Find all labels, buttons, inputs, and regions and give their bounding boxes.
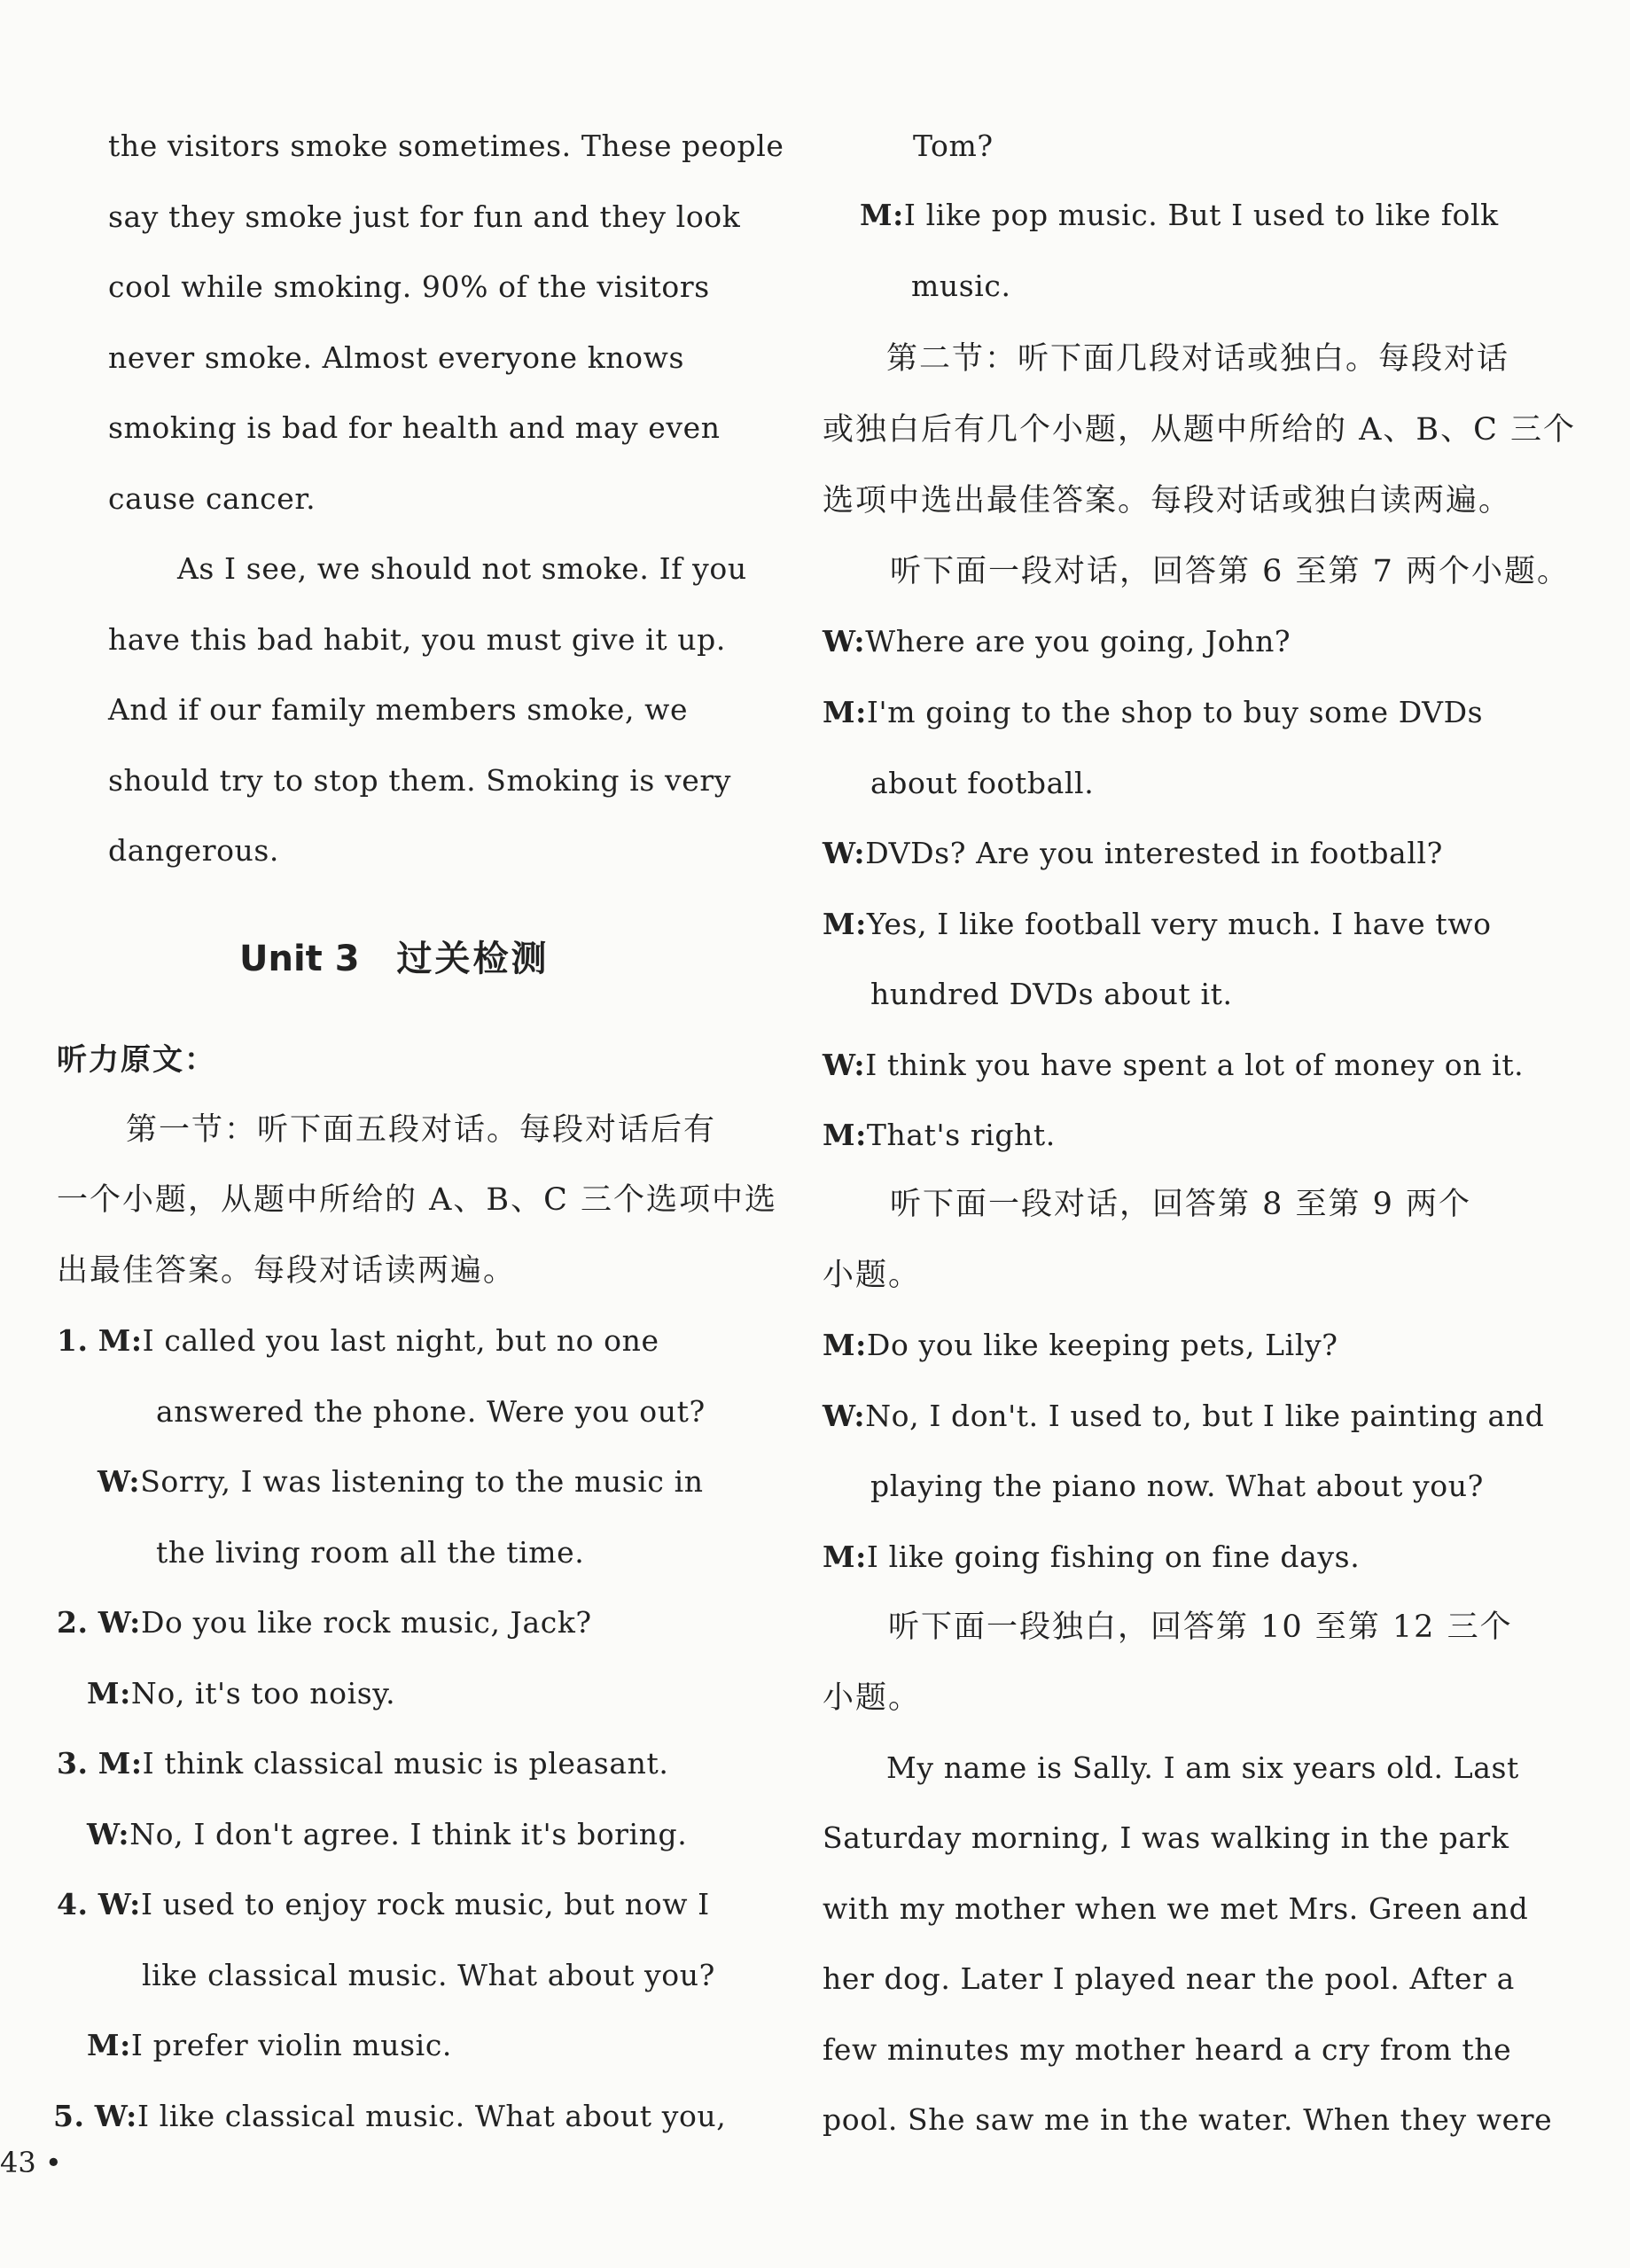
monologue-text: with my mother when we met Mrs. Green and — [823, 1891, 1529, 1926]
passage-line — [108, 410, 741, 446]
dialogue-line — [823, 1118, 1056, 1153]
monologue-line — [886, 1750, 1519, 1786]
speaker-label: W: — [94, 2099, 137, 2133]
monologue-text: her dog. Later I played near the pool. After a — [823, 1961, 1515, 1996]
speaker-label: M: — [823, 695, 867, 729]
dialogue-text: I'm going to the shop to buy some DVDs — [866, 695, 1484, 729]
dialogue-text: I like going fishing on fine days. — [866, 1539, 1361, 1574]
dialogue-text: No, I don't agree. I think it's boring. — [129, 1817, 688, 1851]
dialogue-line — [911, 269, 1011, 304]
dialogue-line — [823, 1048, 1524, 1083]
monologue-text: few minutes my mother heard a cry from the — [823, 2032, 1512, 2067]
passage-line — [108, 199, 741, 235]
dialogue-line — [860, 198, 1509, 233]
passage-text: have this bad habit, you must give it up. — [108, 622, 726, 657]
dialogue-line — [97, 1464, 741, 1500]
dialogue-line — [87, 1817, 687, 1852]
dialogue-line — [57, 1323, 741, 1359]
speaker-label: M: — [860, 198, 904, 232]
unit-title — [239, 938, 550, 980]
speaker-label: M: — [823, 1328, 867, 1362]
monologue-text: My name is Sally. I am six years old. Last — [886, 1750, 1519, 1785]
passage-line — [108, 129, 784, 164]
dialogue-text: Yes, I like football very much. I have two — [866, 907, 1492, 941]
passage-text: smoking is bad for health and may even — [108, 410, 721, 445]
prompt-line: 听下面一段对话，回答第 6 至第 7 两个小题。 — [890, 554, 1571, 589]
monologue-text: pool. She saw me in the water. When they were — [823, 2102, 1553, 2137]
passage-text: As I see, we should not smoke. If you — [177, 551, 747, 586]
speaker-label: M: — [823, 1539, 867, 1574]
prompt-line — [890, 1187, 1509, 1222]
dialogue-text: like classical music. What about you? — [142, 1958, 715, 1992]
speaker-label: M: — [823, 1118, 867, 1152]
monologue-text: Saturday morning, I was walking in the park — [823, 1820, 1509, 1855]
speaker-label: W: — [823, 836, 866, 870]
passage-text: the visitors smoke sometimes. These people — [108, 129, 784, 163]
dialogue-text: I like classical music. What about you, — [136, 2099, 727, 2133]
passage-text: cause cancer. — [108, 481, 316, 516]
dialogue-line — [823, 907, 1509, 942]
dialogue-text: Where are you going, John? — [865, 624, 1291, 659]
speaker-label: W: — [97, 1887, 141, 1921]
passage-line — [108, 340, 741, 376]
dialogue-text: DVDs? Are you interested in football? — [865, 836, 1443, 870]
speaker-label: M: — [97, 1323, 143, 1358]
dialogue-line — [142, 1958, 715, 1993]
speaker-label: W: — [823, 1399, 866, 1433]
question-number: 3. — [57, 1746, 89, 1781]
dialogue-line — [57, 1746, 668, 1781]
dialogue-text: Tom? — [913, 129, 994, 163]
dialogue-text: I prefer violin music. — [130, 2028, 453, 2062]
monologue-line — [823, 2102, 1553, 2138]
prompt-line — [888, 1609, 1513, 1645]
section2-line: 选项中选出最佳答案。每段对话或独白读两遍。 — [823, 483, 1512, 518]
dialogue-text: I think you have spent a lot of money on it. — [865, 1048, 1525, 1082]
dialogue-line — [823, 836, 1443, 871]
dialogue-line — [823, 695, 1509, 730]
question-number: 5. — [53, 2099, 85, 2133]
dialogue-line — [870, 1469, 1484, 1504]
speaker-label: W: — [823, 624, 866, 659]
section2-line: 第二节：听下面几段对话或独白。每段对话 — [886, 341, 1510, 377]
dialogue-line — [53, 2099, 741, 2134]
dialogue-text: No, I don't. I used to, but I like painting and — [865, 1399, 1545, 1433]
section1-line: 出最佳答案。每段对话读两遍。 — [57, 1253, 517, 1289]
section1-line: 第一节：听下面五段对话。每段对话后有 — [126, 1112, 717, 1148]
dialogue-text: about football. — [870, 766, 1095, 800]
passage-text: dangerous. — [108, 833, 280, 868]
section2-line: 或独白后有几个小题，从题中所给的 A、B、C 三个 — [823, 412, 1577, 448]
dialogue-text: the living room all the time. — [156, 1535, 585, 1570]
monologue-line — [823, 1961, 1515, 1997]
dialogue-text: hundred DVDs about it. — [870, 977, 1233, 1011]
passage-line — [108, 622, 741, 658]
listening-label: 听力原文： — [57, 1042, 216, 1078]
dialogue-text: I used to enjoy rock music, but now I — [140, 1887, 710, 1921]
dialogue-text: That's right. — [866, 1118, 1056, 1152]
dialogue-line — [913, 129, 994, 164]
dialogue-text: answered the phone. Were you out? — [156, 1394, 706, 1429]
dialogue-line — [823, 1328, 1338, 1363]
dialogue-line — [823, 624, 1291, 659]
dialogue-line — [870, 766, 1094, 801]
dialogue-line — [87, 1676, 395, 1711]
passage-line — [108, 692, 741, 728]
dialogue-text: Do you like rock music, Jack? — [140, 1605, 592, 1640]
dialogue-line — [870, 977, 1233, 1012]
dialogue-text: I like pop music. But I used to like folk — [903, 198, 1499, 232]
speaker-label: M: — [87, 1676, 131, 1711]
passage-text: And if our family members smoke, we — [108, 692, 689, 727]
passage-text: cool while smoking. 90% of the visitors — [108, 269, 710, 304]
section1-line: 一个小题，从题中所给的 A、B、C 三个选项中选 — [57, 1182, 778, 1218]
dialogue-line — [156, 1394, 706, 1430]
dialogue-line — [823, 1399, 1545, 1434]
passage-line — [108, 763, 741, 799]
speaker-label: W: — [87, 1817, 130, 1851]
passage-text: never smoke. Almost everyone knows — [108, 340, 685, 375]
dialogue-text: playing the piano now. What about you? — [870, 1469, 1484, 1503]
dialogue-line — [156, 1535, 584, 1570]
monologue-line — [823, 1820, 1509, 1856]
dialogue-line — [823, 1539, 1360, 1575]
speaker-label: W: — [97, 1605, 141, 1640]
prompt-line: 小题。 — [823, 1680, 922, 1716]
dialogue-text: I called you last night, but no one — [142, 1323, 659, 1358]
prompt-text: 听下面一段独白，回答第 10 至第 12 三个 — [888, 1609, 1513, 1645]
dialogue-line — [87, 2028, 452, 2063]
dialogue-text: Sorry, I was listening to the music in — [140, 1464, 704, 1499]
question-number: 2. — [57, 1605, 89, 1640]
speaker-label: M: — [823, 907, 867, 941]
monologue-line — [823, 1891, 1529, 1927]
question-number: 1. — [57, 1323, 89, 1358]
passage-line — [108, 833, 279, 869]
dialogue-text: No, it's too noisy. — [130, 1676, 396, 1711]
unit-title-cn: 过关检测 — [396, 939, 550, 979]
question-number: 4. — [57, 1887, 89, 1921]
passage-text: say they smoke just for fun and they look — [108, 199, 741, 234]
passage-text: should try to stop them. Smoking is very — [108, 763, 732, 798]
dialogue-line — [57, 1887, 741, 1922]
speaker-label: W: — [823, 1048, 866, 1082]
dialogue-line — [57, 1605, 592, 1641]
prompt-line: 小题。 — [823, 1258, 922, 1293]
dialogue-text: music. — [911, 269, 1011, 303]
speaker-label: M: — [97, 1746, 143, 1781]
speaker-label: M: — [87, 2028, 131, 2062]
passage-line — [177, 551, 747, 587]
unit-title-en: Unit 3 — [239, 939, 360, 979]
dialogue-text: Do you like keeping pets, Lily? — [866, 1328, 1338, 1362]
monologue-line — [823, 2032, 1512, 2068]
passage-line — [108, 481, 316, 517]
passage-line — [108, 269, 741, 305]
dialogue-text: I think classical music is pleasant. — [142, 1746, 669, 1781]
prompt-text: 听下面一段对话，回答第 8 至第 9 两个 — [890, 1187, 1472, 1222]
speaker-label: W: — [97, 1464, 141, 1499]
page-number: 43 • — [0, 2146, 62, 2179]
